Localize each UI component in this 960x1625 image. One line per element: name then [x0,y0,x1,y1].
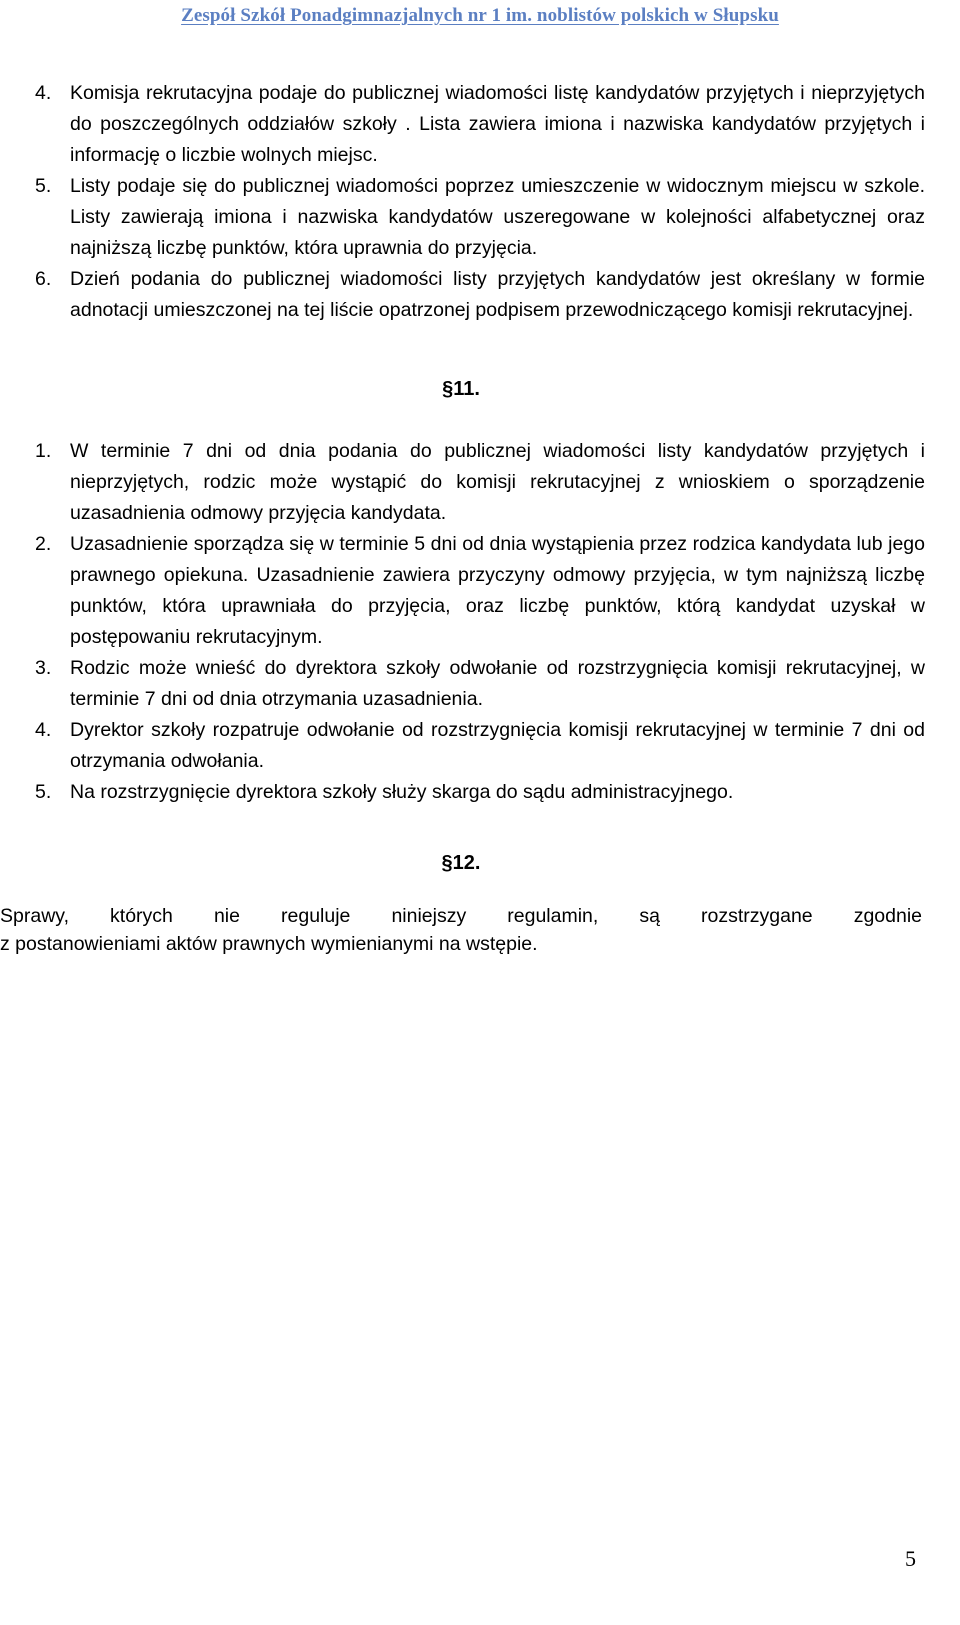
list-item [35,78,925,171]
item-text: Rodzic może wnieść do dyrektora szkoły odwołanie od rozstrzygnięcia komisji rekrutacyjnej, w terminie 7 dni od dnia otrzymania uzasadnienia. [70,657,925,710]
item-number: 5. [35,781,52,803]
section12-paragraph [0,902,922,958]
list-item [35,653,925,715]
item-text: Dyrektor szkoły rozpatruje odwołanie od rozstrzygnięcia komisji rekrutacyjnej w terminie 7 dni od otrzymania odwołania. [70,719,925,772]
list-item [35,529,925,653]
page-header: Zespół Szkół Ponadgimnazjalnych nr 1 im. noblistów polskich w Słupsku [181,5,779,26]
item-number: 3. [35,657,52,679]
list-item [35,436,925,529]
item-text: Na rozstrzygnięcie dyrektora szkoły służy skarga do sądu administracyjnego. [70,781,734,803]
list-item [35,777,925,808]
item-text: Uzasadnienie sporządza się w terminie 5 dni od dnia wystąpienia przez rodzica kandydata lub jego prawnego opiekuna. Uzasadnienie zawiera przyczyny odmowy przyjęcia, w tym najniższą liczbę punktów, która uprawniała do przyjęcia, oraz liczbę punktów, którą kandydat uzyskał w postępowaniu rekrutacyjnym. [70,533,925,648]
item-text: W terminie 7 dni od dnia podania do publicznej wiadomości listy kandydatów przyjętych i nieprzyjętych, rodzic może wystąpić do komisji rekrutacyjnej z wnioskiem o sporządzenie uzasadnienia odmowy przyjęcia kandydata. [70,440,925,524]
list-item [35,171,925,264]
item-number: 4. [35,719,52,741]
item-number: 5. [35,175,52,197]
item-text: Dzień podania do publicznej wiadomości listy przyjętych kandydatów jest określany w formie adnotacji umieszczonej na tej liście opatrzonej podpisem przewodniczącego komisji rekrutacyjnej. [70,268,925,321]
section-12-heading: §12. [441,852,481,874]
item-number: 6. [35,268,52,290]
item-number: 4. [35,82,52,104]
list-item [35,264,925,326]
item-text: Komisja rekrutacyjna podaje do publicznej wiadomości listę kandydatów przyjętych i nieprzyjętych do poszczególnych oddziałów szkoły . Lista zawiera imiona i nazwiska kandydatów przyjętych i informację o liczbie wolnych miejsc. [70,82,925,166]
item-text: Listy podaje się do publicznej wiadomości poprzez umieszczenie w widocznym miejscu w szkole. Listy zawierają imiona i nazwiska kandydatów uszeregowane w kolejności alfabetycznej oraz najniższą liczbę punktów, która uprawnia do przyjęcia. [70,175,925,259]
item-number: 1. [35,440,52,462]
list-item [35,715,925,777]
paragraph-line: Sprawy, których nie reguluje niniejszy regulamin, są rozstrzygane zgodnie [0,905,922,927]
section10-list [35,78,925,326]
section-11-heading: §11. [442,378,480,400]
section11-list [35,436,925,808]
item-number: 2. [35,533,52,555]
paragraph-line: z postanowieniami aktów prawnych wymienianymi na wstępie. [0,933,538,955]
page-number: 5 [905,1546,916,1571]
